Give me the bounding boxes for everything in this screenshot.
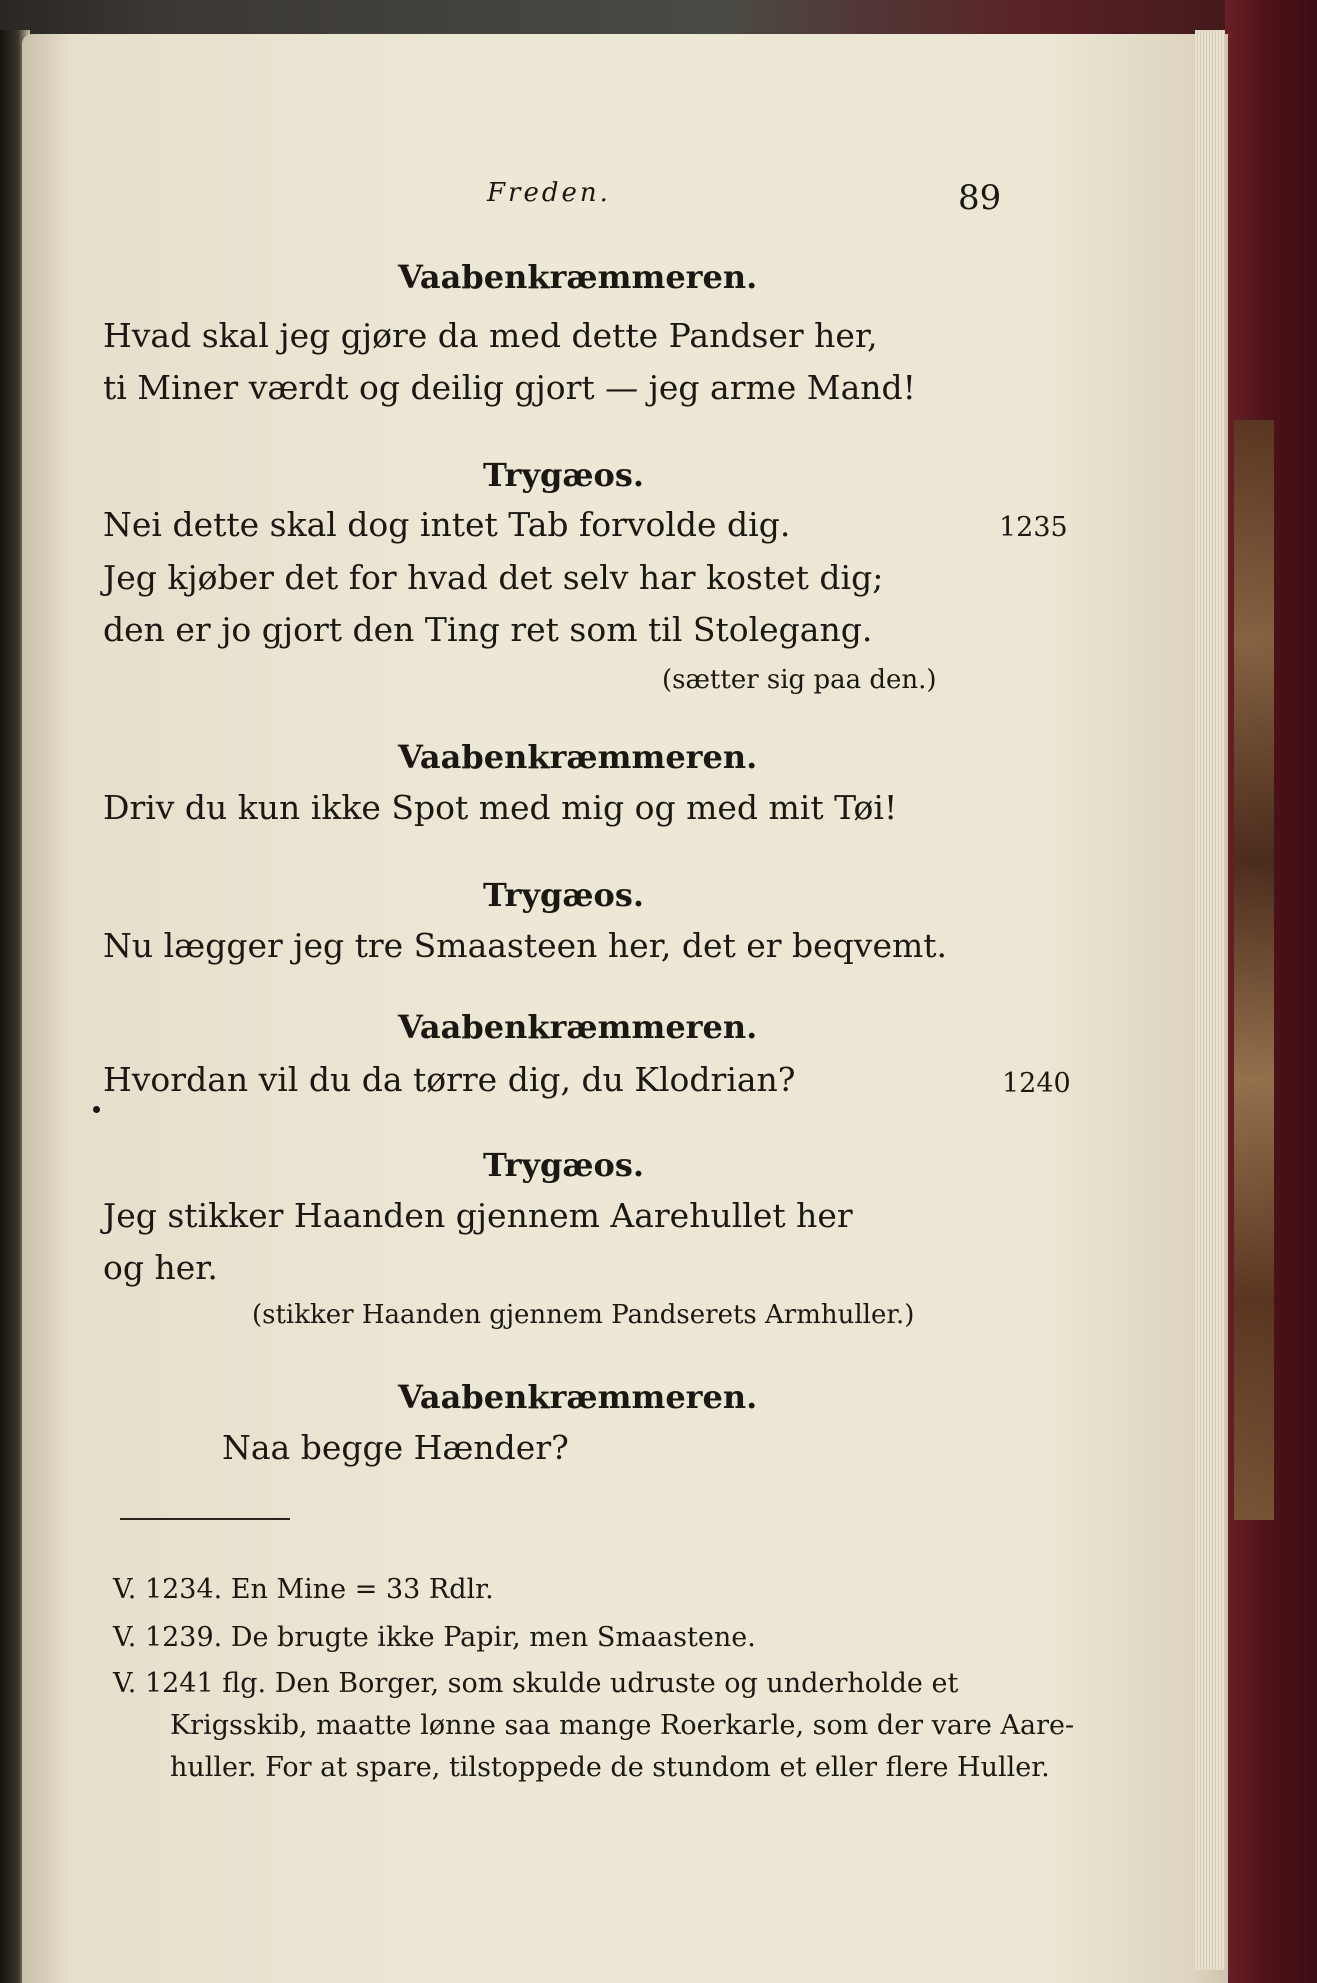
page-number: 89 <box>958 178 1002 218</box>
speaker-label: Trygæos. <box>483 456 645 494</box>
stage-direction: (sætter sig paa den.) <box>662 665 937 695</box>
footnote: V. 1241 flg. Den Borger, som skulde udruste og underholde et <box>113 1668 959 1699</box>
verse-line: Jeg stikker Haanden gjennem Aarehullet her <box>103 1196 853 1235</box>
ink-dot <box>93 1106 100 1113</box>
verse-line: Naa begge Hænder? <box>222 1428 569 1467</box>
footnote-rule <box>120 1518 290 1520</box>
speaker-label: Vaabenkræmmeren. <box>398 258 758 296</box>
speaker-label: Vaabenkræmmeren. <box>398 1008 758 1046</box>
footnote-continued: Krigsskib, maatte lønne saa mange Roerkarle, som der vare Aare- <box>170 1710 1075 1741</box>
stage-direction: (stikker Haanden gjennem Pandserets Armhuller.) <box>252 1300 915 1330</box>
speaker-label: Vaabenkræmmeren. <box>398 738 758 776</box>
verse-line: Nu lægger jeg tre Smaasteen her, det er beqvemt. <box>103 926 948 965</box>
running-title: Freden. <box>487 178 611 208</box>
footnote: V. 1234. En Mine = 33 Rdlr. <box>113 1574 494 1605</box>
speaker-label: Vaabenkræmmeren. <box>398 1378 758 1416</box>
footnote-continued: huller. For at spare, tilstoppede de stundom et eller flere Huller. <box>170 1752 1050 1783</box>
page-stack-edge <box>1195 30 1225 1970</box>
verse-line: den er jo gjort den Ting ret som til Stolegang. <box>103 610 873 649</box>
verse-line: Nei dette skal dog intet Tab forvolde dig. <box>103 505 791 544</box>
verse-line: ti Miner værdt og deilig gjort — jeg arme Mand! <box>103 368 916 407</box>
verse-line: Hvordan vil du da tørre dig, du Klodrian? <box>103 1060 796 1099</box>
marbled-endpaper <box>1234 420 1274 1520</box>
verse-line: og her. <box>103 1248 218 1287</box>
speaker-label: Trygæos. <box>483 1146 645 1184</box>
speaker-label: Trygæos. <box>483 876 645 914</box>
verse-line: Hvad skal jeg gjøre da med dette Pandser her, <box>103 316 878 355</box>
footnote: V. 1239. De brugte ikke Papir, men Smaastene. <box>113 1622 756 1653</box>
verse-line: Jeg kjøber det for hvad det selv har kostet dig; <box>103 558 884 597</box>
verse-line: Driv du kun ikke Spot med mig og med mit Tøi! <box>103 788 898 827</box>
line-number: 1240 <box>1002 1068 1071 1099</box>
line-number: 1235 <box>999 512 1068 543</box>
